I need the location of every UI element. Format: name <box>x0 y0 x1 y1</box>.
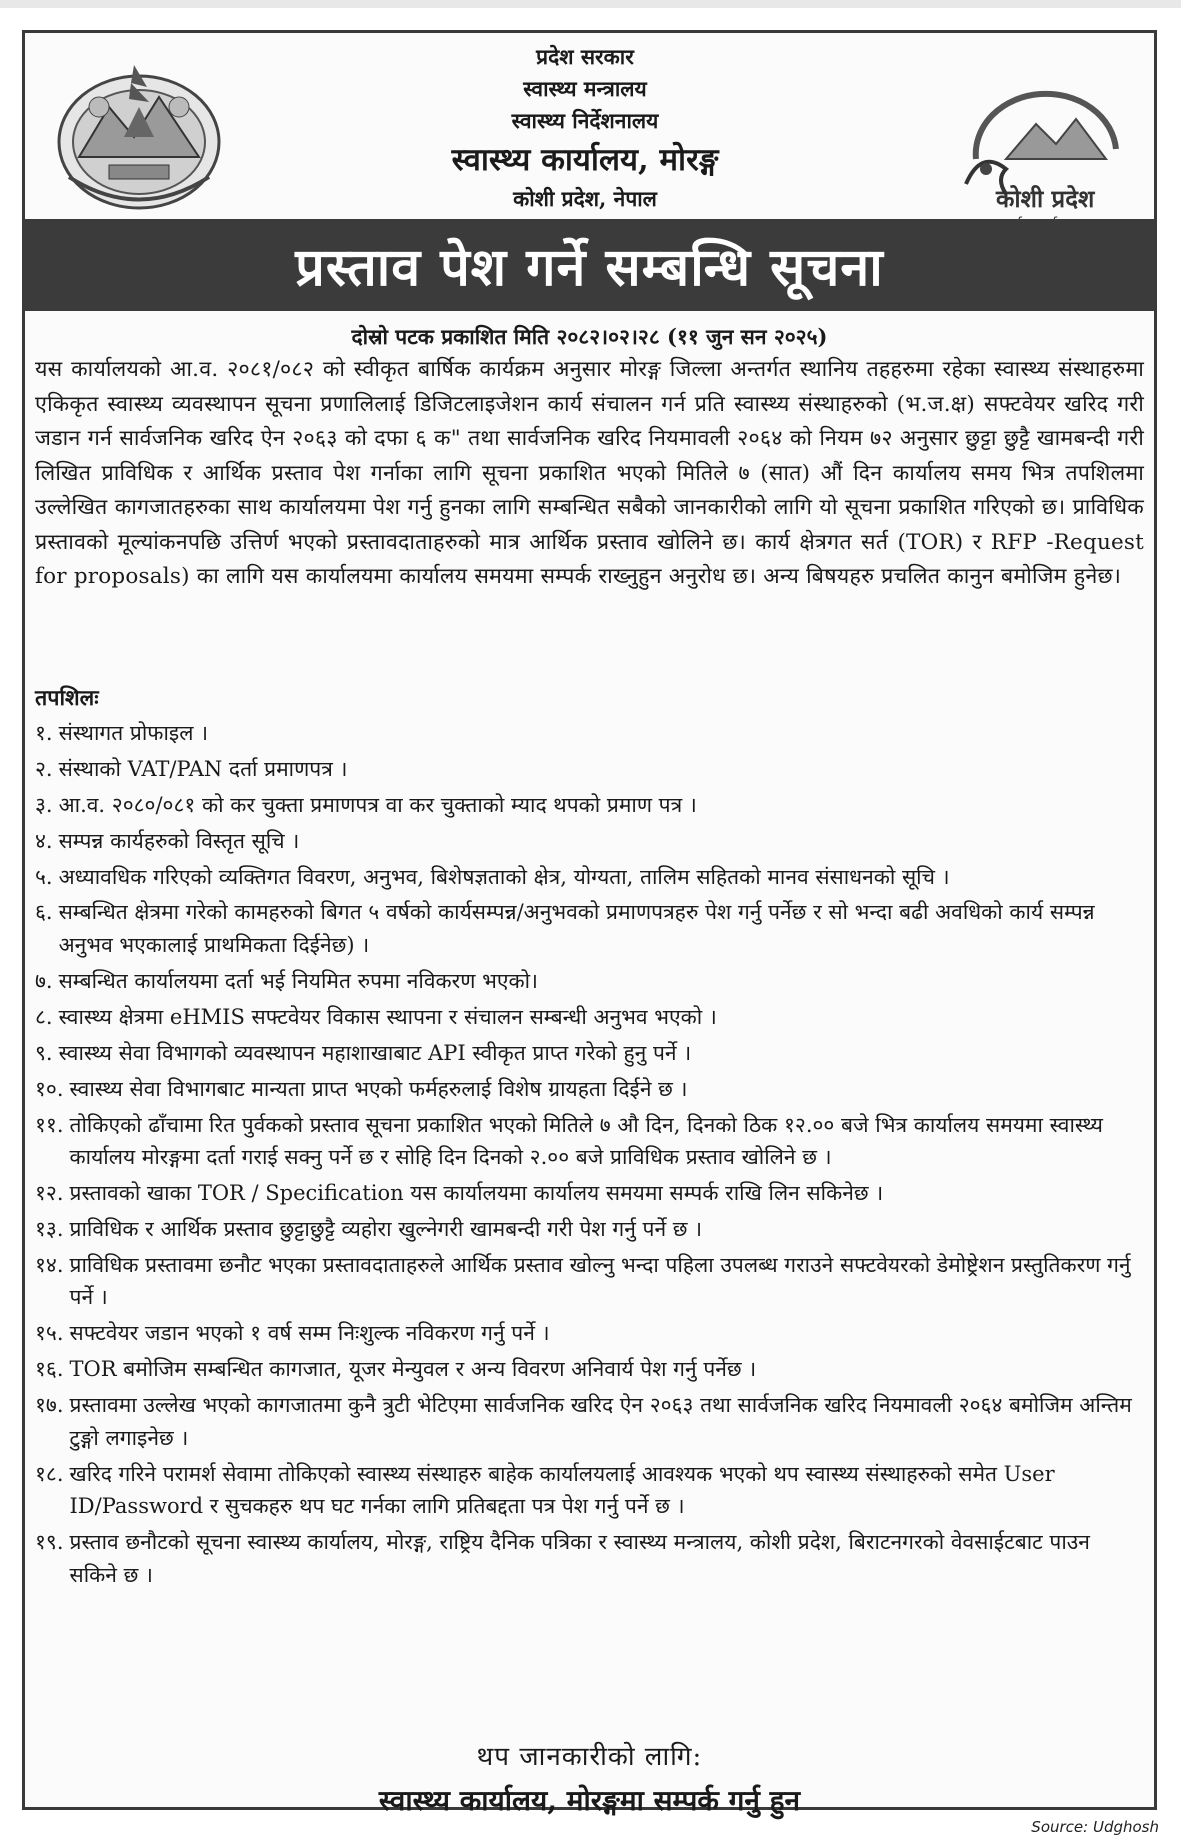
office-address: कोशी प्रदेश, नेपाल <box>513 186 657 211</box>
list-item-number: ६. <box>35 900 53 925</box>
list-item-number: ५. <box>35 864 53 889</box>
list-item-text: प्राविधिक प्रस्तावमा छनौट भएका प्रस्तावदाताहरुले आर्थिक प्रस्ताव खोल्नु भन्दा पहिला उपलब्ध गराउने सफ्टवेयरको डेमोष्ट्रेशन प्रस्तुतिकरण गर्नु पर्ने । <box>69 1252 1131 1310</box>
list-item-number: १३. <box>35 1216 64 1241</box>
office-name: स्वास्थ्य कार्यालय, मोरङ्ग <box>451 142 719 178</box>
list-item-number: १७. <box>35 1393 64 1418</box>
list-item-number: ३. <box>35 792 53 817</box>
list-item-text: सम्पन्न कार्यहरुको विस्तृत सूचि । <box>58 828 300 853</box>
list-item-number: ११. <box>35 1112 64 1137</box>
list-item <box>35 1073 1142 1106</box>
list-item-text: प्राविधिक र आर्थिक प्रस्ताव छुट्टाछुट्टै व्यहोरा खुल्नेगरी खामबन्दी गरी पेश गर्नु पर्ने छ । <box>69 1216 703 1241</box>
title-banner <box>25 219 1154 311</box>
list-item-text: खरिद गरिने परामर्श सेवामा तोकिएको स्वास्थ्य संस्थाहरु बाहेक कार्यालयलाई आवश्यक भएको थप स्वास्थ्य संस्थाहरुको समेत User ID/Password र सुचकहरु थप घट गर्नका लागि प्रतिबद्दता पत्र पेश गर्नु पर्ने छ । <box>69 1461 1055 1519</box>
requirements-list <box>35 717 1142 1594</box>
source-credit: Source: Udghosh <box>1031 1818 1159 1836</box>
list-item-number: १२. <box>35 1180 64 1205</box>
list-item-text: स्वास्थ्य सेवा विभागको व्यवस्थापन महाशाखाबाट API स्वीकृत प्राप्त गरेको हुनु पर्ने । <box>58 1040 692 1065</box>
list-item-text: तोकिएको ढाँचामा रित पुर्वकको प्रस्ताव सूचना प्रकाशित भएको मितिले ७ औ दिन, दिनको ठिक १२.०० बजे भित्र कार्यालय समयमा स्वास्थ्य कार्यालय मोरङ्गमा दर्ता गराई सक्नु पर्ने छ र सोहि दिन दिनको २.०० बजे प्राविधिक प्रस्ताव खोलिने छ । <box>69 1112 1103 1170</box>
list-item-text: आ.व. २०८०/०८१ को कर चुक्ता प्रमाणपत्र वा कर चुक्ताको म्याद थपको प्रमाण पत्र । <box>58 792 697 817</box>
list-item-text: सम्बन्धित कार्यालयमा दर्ता भई नियमित रुपमा नविकरण भएको। <box>58 968 539 993</box>
list-item-number: १५. <box>35 1321 64 1346</box>
list-item-text: संस्थागत प्रोफाइल । <box>58 721 209 745</box>
footer-line-1: थप जानकारीको लागि: <box>476 1742 703 1772</box>
body-paragraph: यस कार्यालयको आ.व. २०८१/०८२ को स्वीकृत बार्षिक कार्यक्रम अनुसार मोरङ्ग जिल्ला अन्तर्गत स्थानिय तहहरुमा रहेका स्वास्थ्य संस्थाहरुमा एकिकृत स्वास्थ्य व्यवस्थापन सूचना प्रणालिलाई डिजिटलाइजेशन कार्य संचालन गर्न प्रति स्वास्थ्य संस्थाहरुको (भ.ज.क्ष) सफ्टवेयर खरिद गरी जडान गर्न सार्वजनिक खरिद ऐन २०६३ को दफा ६ क" तथा सार्वजनिक खरिद नियमावली २०६४ को नियम ७२ अनुसार छुट्टा छुट्टै खामबन्दी गरी लिखित प्राविधिक र आर्थिक प्रस्ताव पेश गर्नाका लागि सूचना प्रकाशित भएको मितिले ७ (सात) औं दिन कार्यालय समय भित्र तपशिलमा उल्लेखित कागजातहरुका साथ कार्यालयमा पेश गर्नु हुनका लागि सम्बन्धित सबैको जानकारीको लागि यो सूचना प्रकाशित गरिएको छ। प्राविधिक प्रस्तावको मूल्यांकनपछि उत्तिर्ण भएको प्रस्तावदाताहरुको मात्र आर्थिक प्रस्ताव खोलिने छ। कार्य क्षेत्रगत सर्त (TOR) र RFP -Request for proposals) का लागि यस कार्यालयमा कार्यालय समयमा सम्पर्क राख्नुहुन अनुरोध छ। अन्य बिषयहरु प्रचलित कानुन बमोजिम हुनेछ। <box>35 357 1144 589</box>
list-item-text: संस्थाको VAT/PAN दर्ता प्रमाणपत्र । <box>58 756 348 781</box>
list-item <box>35 1526 1142 1591</box>
list-item-number: १. <box>35 721 53 745</box>
list-item <box>35 1001 1142 1034</box>
list-item-text: स्वास्थ्य सेवा विभागबाट मान्यता प्राप्त भएको फर्महरुलाई विशेष ग्रायहता दिईने छ । <box>69 1076 688 1101</box>
list-item-text: सफ्टवेयर जडान भएको १ वर्ष सम्म निःशुल्क नविकरण गर्नु पर्ने । <box>69 1321 550 1346</box>
list-item-text: सम्बन्धित क्षेत्रमा गरेको कामहरुको बिगत ५ वर्षको कार्यसम्पन्न/अनुभवको प्रमाणपत्रहरु पेश गर्नु पर्नेछ र सो भन्दा बढी अवधिको कार्य सम्पन्न अनुभव भएकालाई प्राथमिकता दिईनेछ) । <box>58 900 1095 958</box>
list-item-number: २. <box>35 756 53 781</box>
header-line-3: स्वास्थ्य निर्देशनालय <box>511 108 659 133</box>
list-item <box>35 1213 1142 1246</box>
list-item <box>35 753 1142 786</box>
list-item-number: ८. <box>35 1004 53 1029</box>
publication-date: दोस्रो पटक प्रकाशित मिति २०८२।०२।२८ (११ जुन सन २०२५) <box>351 324 828 349</box>
list-item-number: १८. <box>35 1461 64 1486</box>
header-block <box>325 41 845 215</box>
list-item-number: ४. <box>35 828 53 853</box>
list-item-number: १९. <box>35 1530 64 1554</box>
header-line-2: स्वास्थ्य मन्त्रालय <box>523 76 647 101</box>
logo-name: कोशी प्रदेश <box>996 184 1095 213</box>
footer-line-2: स्वास्थ्य कार्यालय, मोरङ्गमा सम्पर्क गर्नु हुन <box>378 1784 801 1817</box>
list-item-number: १४. <box>35 1252 64 1277</box>
list-item-text: प्रस्ताव छनौटको सूचना स्वास्थ्य कार्यालय, मोरङ्ग, राष्ट्रिय दैनिक पत्रिका र स्वास्थ्य मन्त्रालय, कोशी प्रदेश, बिराटनगरको वेवसाईटबाट पाउन सकिने छ । <box>69 1530 1090 1587</box>
list-item <box>35 1353 1142 1386</box>
list-item-number: ७. <box>35 968 53 993</box>
list-item <box>35 861 1142 894</box>
list-item <box>35 965 1142 998</box>
list-item <box>35 1109 1142 1174</box>
list-item-text: प्रस्तावको खाका TOR / Specification यस कार्यालयमा कार्यालय समयमा सम्पर्क राखि लिन सकिनेछ । <box>69 1180 884 1205</box>
header-line-1: प्रदेश सरकार <box>536 44 634 69</box>
list-item <box>35 1389 1142 1454</box>
list-item <box>35 896 1142 961</box>
list-item-number: १६. <box>35 1357 64 1382</box>
nepal-emblem-icon <box>39 47 239 217</box>
list-item-number: ९. <box>35 1040 53 1065</box>
list-item <box>35 1037 1142 1070</box>
list-item <box>35 789 1142 822</box>
notice-title: प्रस्ताव पेश गर्ने सम्बन्धि सूचना <box>295 236 884 298</box>
list-item-text: प्रस्तावमा उल्लेख भएको कागजातमा कुनै त्रुटी भेटिएमा सार्वजनिक खरिद ऐन २०६३ तथा सार्वजनिक खरिद नियमावली २०६४ बमोजिम अन्तिम टुङ्गो लगाइनेछ । <box>69 1393 1132 1450</box>
list-item-number: १०. <box>35 1076 64 1101</box>
list-item-text: अध्यावधिक गरिएको व्यक्तिगत विवरण, अनुभव, बिशेषज्ञताको क्षेत्र, योग्यता, तालिम सहितको मानव संसाधनको सूचि । <box>58 864 950 889</box>
list-item <box>35 1249 1142 1314</box>
list-item <box>35 825 1142 858</box>
list-item <box>35 1458 1142 1523</box>
list-item-text: TOR बमोजिम सम्बन्धित कागजात, यूजर मेन्युवल र अन्य विवरण अनिवार्य पेश गर्नु पर्नेछ । <box>69 1357 757 1382</box>
list-item <box>35 1317 1142 1350</box>
top-strip <box>0 0 1181 8</box>
koshi-pradesh-logo <box>936 89 1136 239</box>
details-heading: तपशिलः <box>35 686 99 711</box>
list-item <box>35 717 1142 750</box>
list-item <box>35 1177 1142 1210</box>
list-item-text: स्वास्थ्य क्षेत्रमा eHMIS सफ्टवेयर विकास स्थापना र संचालन सम्बन्धी अनुभव भएको । <box>58 1004 717 1029</box>
notice-document <box>22 30 1157 1817</box>
